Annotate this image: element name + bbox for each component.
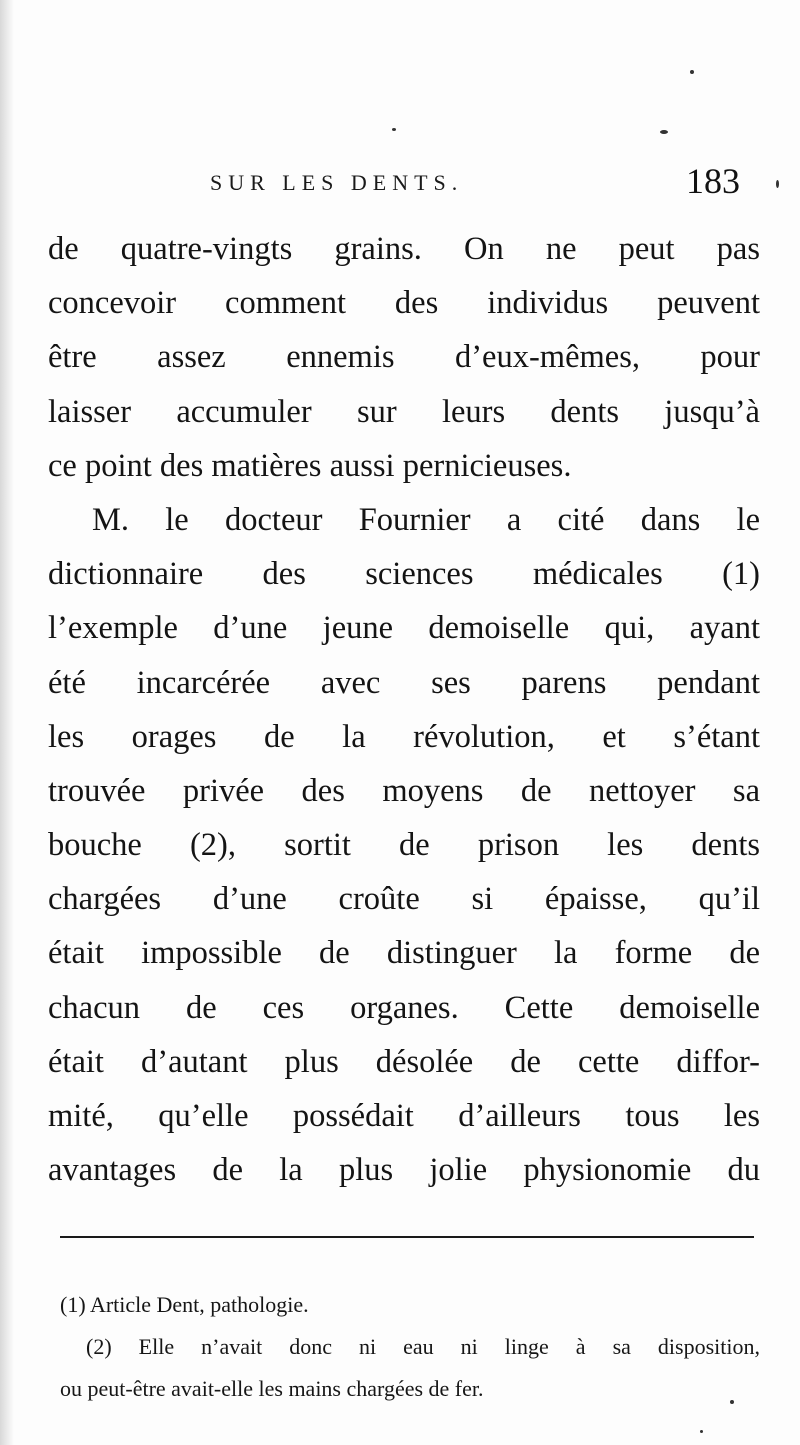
page-edge-shadow bbox=[0, 0, 14, 1445]
text-line: mité, qu’elle possédait d’ailleurs tous les bbox=[48, 1098, 760, 1134]
footnote-1: (1) Article Dent, pathologie. bbox=[60, 1292, 309, 1317]
text-line: chacun de ces organes. Cette demoiselle bbox=[48, 989, 760, 1026]
text-line: trouvée privée des moyens de nettoyer sa bbox=[48, 772, 760, 809]
text-line: été incarcérée avec ses parens pendant bbox=[48, 664, 760, 701]
footnote-2: (2) Elle n’avait donc ni eau ni linge à sa disposition, bbox=[86, 1334, 760, 1359]
text-line: était impossible de distinguer la forme de bbox=[48, 935, 760, 972]
text-line: ce point des matières aussi pernicieuses. bbox=[48, 447, 572, 484]
text-line: avantages de la plus jolie physionomie du bbox=[48, 1152, 760, 1189]
text-line: les orages de la révolution, et s’étant bbox=[48, 718, 760, 755]
text-line: bouche (2), sortit de prison les dents bbox=[48, 827, 760, 864]
page-number: 183 bbox=[686, 161, 740, 201]
text-line: l’exemple d’une jeune demoiselle qui, ayant bbox=[48, 610, 760, 647]
text-line: concevoir comment des individus peuvent bbox=[48, 285, 760, 322]
text-line: laisser accumuler sur leurs dents jusqu’à bbox=[48, 393, 760, 430]
body-text bbox=[48, 222, 760, 1197]
running-title: SUR LES DENTS. bbox=[210, 170, 464, 195]
footnotes bbox=[60, 1284, 760, 1410]
footnote-rule bbox=[60, 1236, 754, 1238]
running-head bbox=[210, 160, 740, 204]
text-line: était d’autant plus désolée de cette diffor- bbox=[48, 1043, 760, 1080]
text-line: chargées d’une croûte si épaisse, qu’il bbox=[48, 881, 760, 918]
paragraph-start-line: M. le docteur Fournier a cité dans le bbox=[92, 501, 760, 538]
text-line: être assez ennemis d’eux-mêmes, pour bbox=[48, 339, 760, 376]
text-line: dictionnaire des sciences médicales (1) bbox=[48, 556, 760, 593]
footnote-2-continuation: ou peut-être avait-elle les mains chargées de fer. bbox=[60, 1376, 484, 1401]
text-line: de quatre-vingts grains. On ne peut pas bbox=[48, 231, 760, 267]
